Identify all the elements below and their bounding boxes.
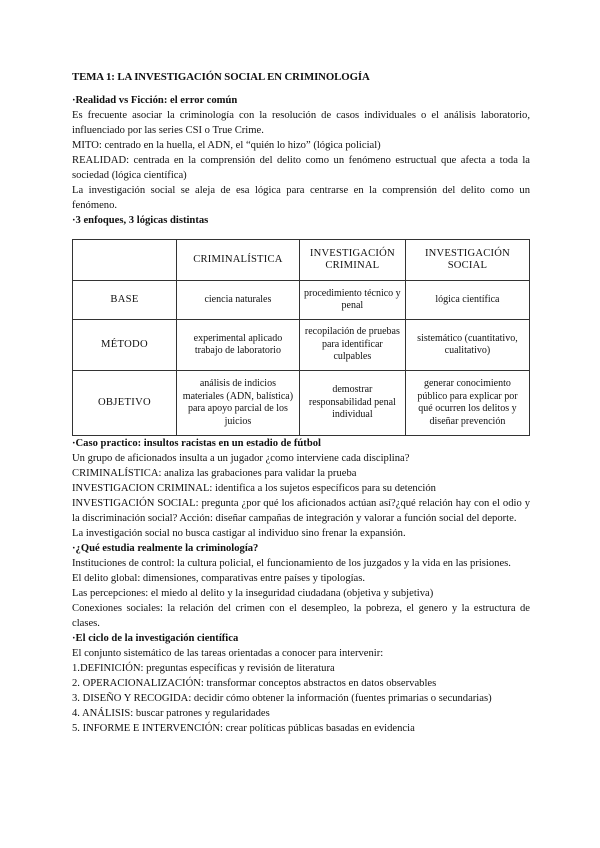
list-item: 2. OPERACIONALIZACIÓN: transformar conceptos abstractos en datos observables [72, 678, 437, 689]
table-cell: sistemático (cuantitativo, cualitativo) [405, 320, 529, 371]
table-cell: recopilación de pruebas para identificar culpables [299, 320, 405, 371]
paragraph: Conexiones sociales: la relación del crimen con el desempleo, la pobreza, el genero y la estructura de clases. [72, 603, 530, 629]
paragraph: REALIDAD: centrada en la comprensión del delito como un fenómeno estructual que afecta a toda la sociedad (lógica científica) [72, 155, 530, 181]
comparison-table [72, 239, 530, 436]
table-header-cell: INVESTIGACIÓN SOCIAL [405, 240, 529, 281]
paragraph: El conjunto sistemático de las tareas orientadas a conocer para intervenir: [72, 648, 384, 659]
paragraph: La investigación social se aleja de esa lógica para centrarse en la comprensión del delito como un fenómeno. [72, 185, 530, 211]
table-row-label: BASE [73, 281, 177, 320]
section-heading-caso-practico: ·Caso practico: insultos racistas en un estadio de fútbol [72, 438, 321, 449]
paragraph: CRIMINALÍSTICA: analiza las grabaciones para validar la prueba [72, 468, 357, 479]
paragraph: El delito global: dimensiones, comparativas entre países y tipologías. [72, 573, 366, 584]
list-item: 1.DEFINICIÓN: preguntas específicas y revisión de literatura [72, 663, 335, 674]
section-heading-realidad: ·Realidad vs Ficción: el error común [72, 95, 238, 106]
section-heading-que-estudia: ·¿Qué estudia realmente la criminología? [72, 543, 259, 554]
table-cell: análisis de indicios materiales (ADN, balística) para apoyo parcial de los juicios [177, 371, 300, 436]
paragraph: La investigación social no busca castigar al individuo sino frenar la expansión. [72, 528, 406, 539]
list-item: 3. DISEÑO Y RECOGIDA: decidir cómo obtener la información (fuentes primarias o secundarias) [72, 693, 492, 704]
table-header-row [73, 240, 530, 281]
table-cell: generar conocimiento público para explicar por qué ocurren los delitos y diseñar prevención [405, 371, 529, 436]
table-cell: experimental aplicado trabajo de laboratorio [177, 320, 300, 371]
paragraph: INVESTIGACIÓN SOCIAL: pregunta ¿por qué los aficionados actúan así?¿qué relación hay con el odio y la discriminación social? Acción: diseñar campañas de integración y valorar a función social del deporte. [72, 498, 530, 524]
table-cell: procedimiento técnico y penal [299, 281, 405, 320]
paragraph: Un grupo de aficionados insulta a un jugador ¿como interviene cada disciplina? [72, 453, 410, 464]
list-item: 4. ANÁLISIS: buscar patrones y regularidades [72, 708, 270, 719]
table-row [73, 320, 530, 371]
paragraph: MITO: centrado en la huella, el ADN, el “quién lo hizo” (lógica policial) [72, 140, 381, 151]
section-heading-enfoques: ·3 enfoques, 3 lógicas distintas [72, 215, 209, 226]
table-row-label: OBJETIVO [73, 371, 177, 436]
table-header-cell: INVESTIGACIÓN CRIMINAL [299, 240, 405, 281]
paragraph: Las percepciones: el miedo al delito y la inseguridad ciudadana (objetiva y subjetiva) [72, 588, 434, 599]
paragraph: INVESTIGACION CRIMINAL: identifica a los sujetos específicos para su detención [72, 483, 436, 494]
table-cell: lógica científica [405, 281, 529, 320]
table-header-cell: CRIMINALÍSTICA [177, 240, 300, 281]
section-heading-ciclo: ·El ciclo de la investigación científica [72, 633, 239, 644]
table-cell: ciencia naturales [177, 281, 300, 320]
table-row-label: MÉTODO [73, 320, 177, 371]
document-page [72, 70, 530, 736]
document-title: TEMA 1: LA INVESTIGACIÓN SOCIAL EN CRIMINOLOGÍA [72, 71, 370, 83]
paragraph: Instituciones de control: la cultura policial, el funcionamiento de los juzgados y la vida en las prisiones. [72, 558, 511, 569]
table-row [73, 281, 530, 320]
table-cell: demostrar responsabilidad penal individual [299, 371, 405, 436]
table-row [73, 371, 530, 436]
table-header-cell [73, 240, 177, 281]
paragraph: Es frecuente asociar la criminología con la resolución de casos individuales o el análisis laboratorio, influenciado por las series CSI o True Crime. [72, 110, 530, 136]
list-item: 5. INFORME E INTERVENCIÓN: crear políticas públicas basadas en evidencia [72, 723, 415, 734]
